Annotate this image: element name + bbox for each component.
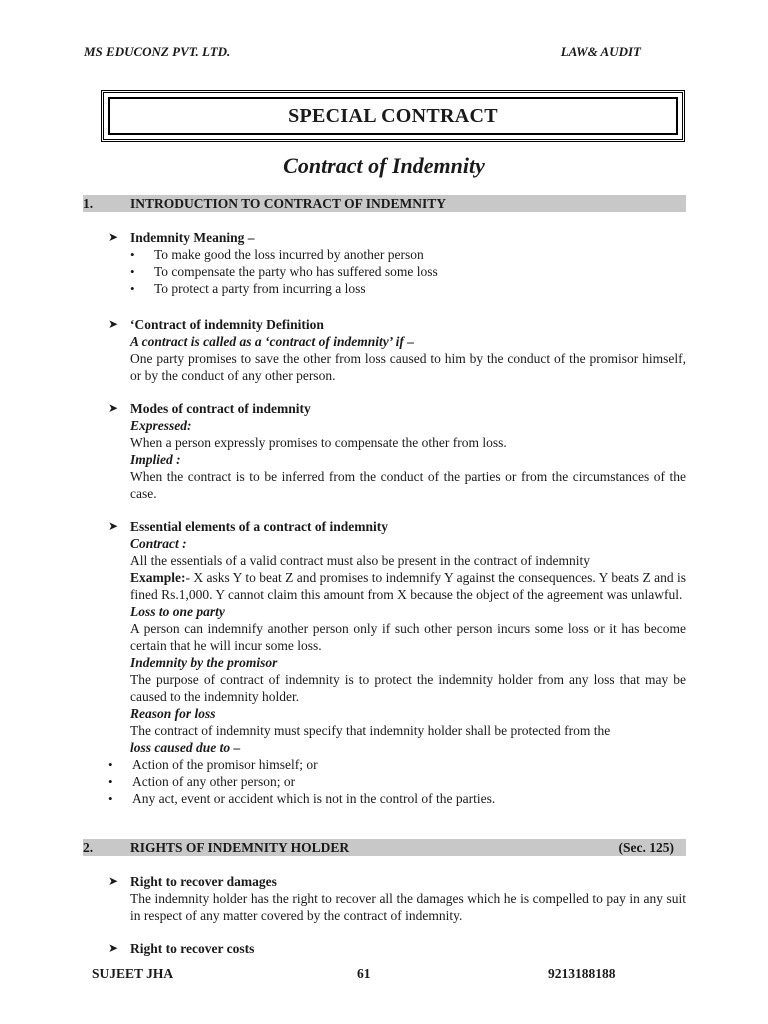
list-item: • Action of any other person; or xyxy=(108,773,686,790)
example-text xyxy=(108,569,686,603)
list-item: • To protect a party from incurring a loss xyxy=(130,280,686,297)
arrow-bullet-icon: ➤ xyxy=(108,401,119,415)
expressed-label: Expressed: xyxy=(130,418,192,433)
loss-text: A person can indemnify another person only if such other person incurs some loss or it has become certain that he will incur some loss. xyxy=(130,621,686,653)
meaning-heading: Indemnity Meaning – xyxy=(130,230,255,245)
arrow-bullet-icon: ➤ xyxy=(108,230,119,244)
costs-block xyxy=(108,940,686,957)
page-title: SPECIAL CONTRACT xyxy=(108,97,678,135)
reason-list xyxy=(108,756,686,807)
damages-text: The indemnity holder has the right to recover all the damages which he is compelled to pay in any suit in respect of any matter covered by the contract of indemnity. xyxy=(130,891,686,923)
implied-label: Implied : xyxy=(130,452,181,467)
contract-label: Contract : xyxy=(130,536,187,551)
expressed-text: When a person expressly promises to compensate the other from loss. xyxy=(130,435,507,450)
definition-heading: ‘Contract of indemnity Definition xyxy=(130,317,324,332)
list-item: • Any act, event or accident which is not in the control of the parties. xyxy=(108,790,686,807)
section-title: RIGHTS OF INDEMNITY HOLDER xyxy=(130,840,350,855)
section-number: 1. xyxy=(83,196,94,211)
section-2-heading xyxy=(83,839,686,856)
example-label: Example: xyxy=(130,570,186,585)
modes-block xyxy=(108,400,686,502)
arrow-bullet-icon: ➤ xyxy=(108,941,119,955)
header-company: MS EDUCONZ PVT. LTD. xyxy=(84,44,231,59)
implied-text: When the contract is to be inferred from the conduct of the parties or from the circumstances of the case. xyxy=(130,469,686,501)
reason-due: loss caused due to – xyxy=(130,740,241,755)
definition-sub: A contract is called as a ‘contract of indemnity’ if – xyxy=(130,334,414,349)
arrow-bullet-icon: ➤ xyxy=(108,317,119,331)
elements-heading: Essential elements of a contract of indemnity xyxy=(130,519,388,534)
damages-heading: Right to recover damages xyxy=(130,874,277,889)
section-1-heading xyxy=(83,195,686,212)
list-item: • To make good the loss incurred by another person xyxy=(130,246,686,263)
modes-heading: Modes of contract of indemnity xyxy=(130,401,311,416)
arrow-bullet-icon: ➤ xyxy=(108,519,119,533)
elements-block xyxy=(108,518,686,807)
example-body: - X asks Y to beat Z and promises to indemnify Y against the consequences. Y beats Z and is fined Rs.1,000. Y cannot claim this amount from X because the object of the agreement was unlawful. xyxy=(130,570,686,602)
section-number: 2. xyxy=(83,840,94,855)
header-subject: LAW& AUDIT xyxy=(560,44,641,59)
definition-text: One party promises to save the other from loss caused to him by the conduct of the promisor himself, or by the conduct of any other person. xyxy=(130,351,686,383)
loss-label: Loss to one party xyxy=(130,604,225,619)
definition-block xyxy=(108,316,686,384)
reason-label: Reason for loss xyxy=(130,706,216,721)
reason-text: The contract of indemnity must specify that indemnity holder shall be protected from the xyxy=(130,723,611,738)
list-item: • To compensate the party who has suffered some loss xyxy=(130,263,686,280)
damages-block xyxy=(108,873,686,924)
meaning-block xyxy=(108,229,686,297)
footer-phone: 9213188188 xyxy=(548,966,616,981)
arrow-bullet-icon: ➤ xyxy=(108,874,119,888)
footer-author: SUJEET JHA xyxy=(92,966,174,981)
contract-text: All the essentials of a valid contract must also be present in the contract of indemnity xyxy=(130,553,590,568)
section-reference: (Sec. 125) xyxy=(618,840,674,855)
footer-page-number: 61 xyxy=(357,966,371,981)
list-item: • Action of the promisor himself; or xyxy=(108,756,686,773)
meaning-list xyxy=(108,246,686,297)
page-subtitle: Contract of Indemnity xyxy=(283,153,485,178)
section-title: INTRODUCTION TO CONTRACT OF INDEMNITY xyxy=(130,196,447,211)
costs-heading: Right to recover costs xyxy=(130,941,255,956)
promisor-text: The purpose of contract of indemnity is to protect the indemnity holder from any loss that may be caused to the indemnity holder. xyxy=(130,672,686,704)
promisor-label: Indemnity by the promisor xyxy=(130,655,278,670)
title-box xyxy=(101,90,685,142)
